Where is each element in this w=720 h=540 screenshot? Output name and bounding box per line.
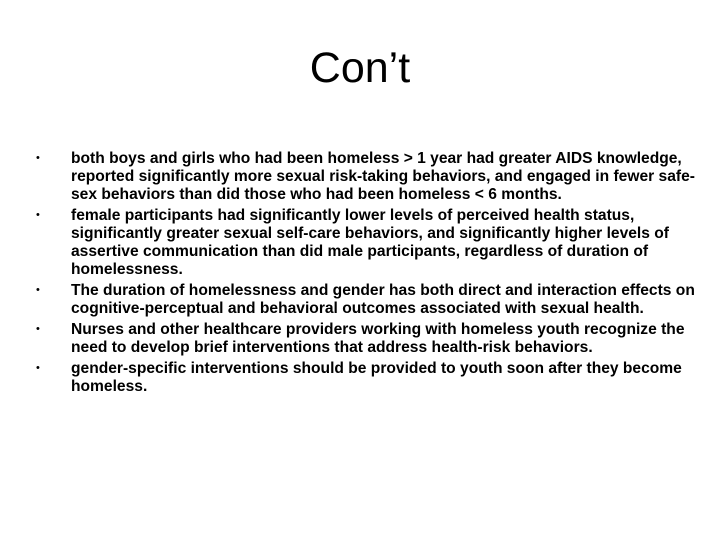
bullet-dot: • <box>36 152 40 164</box>
bullet-text: both boys and girls who had been homeless > 1 year had greater AIDS knowledge, reported significantly more sexual risk-taking behaviors, and engaged in fewer safe-sex behaviors than did those who had been homeless < 6 months. <box>71 150 695 203</box>
bullet-text: Nurses and other healthcare providers working with homeless youth recognize the need to develop brief interventions that address health-risk behaviors. <box>71 320 685 356</box>
slide-title: Con’t <box>309 44 411 92</box>
bullet-dot: • <box>36 208 40 221</box>
bullet-dot: • <box>36 361 40 374</box>
bullet-dot: • <box>36 322 40 335</box>
bullet-item <box>36 150 706 204</box>
bullet-item <box>36 360 706 396</box>
bullet-item <box>36 321 706 357</box>
bullet-text: gender-specific interventions should be provided to youth soon after they become homeless. <box>71 359 682 395</box>
bullet-item <box>36 207 706 279</box>
bullet-dot: • <box>36 283 40 296</box>
bullet-text: The duration of homelessness and gender has both direct and interaction effects on cognitive-perceptual and behavioral outcomes associated with sexual health. <box>71 281 695 317</box>
bullet-item <box>36 282 706 318</box>
bullet-list <box>36 150 706 399</box>
bullet-text: female participants had significantly lower levels of perceived health status, significantly greater sexual self-care behaviors, and significantly higher levels of assertive communication than did male participants, regardless of duration of homelessness. <box>71 206 669 278</box>
